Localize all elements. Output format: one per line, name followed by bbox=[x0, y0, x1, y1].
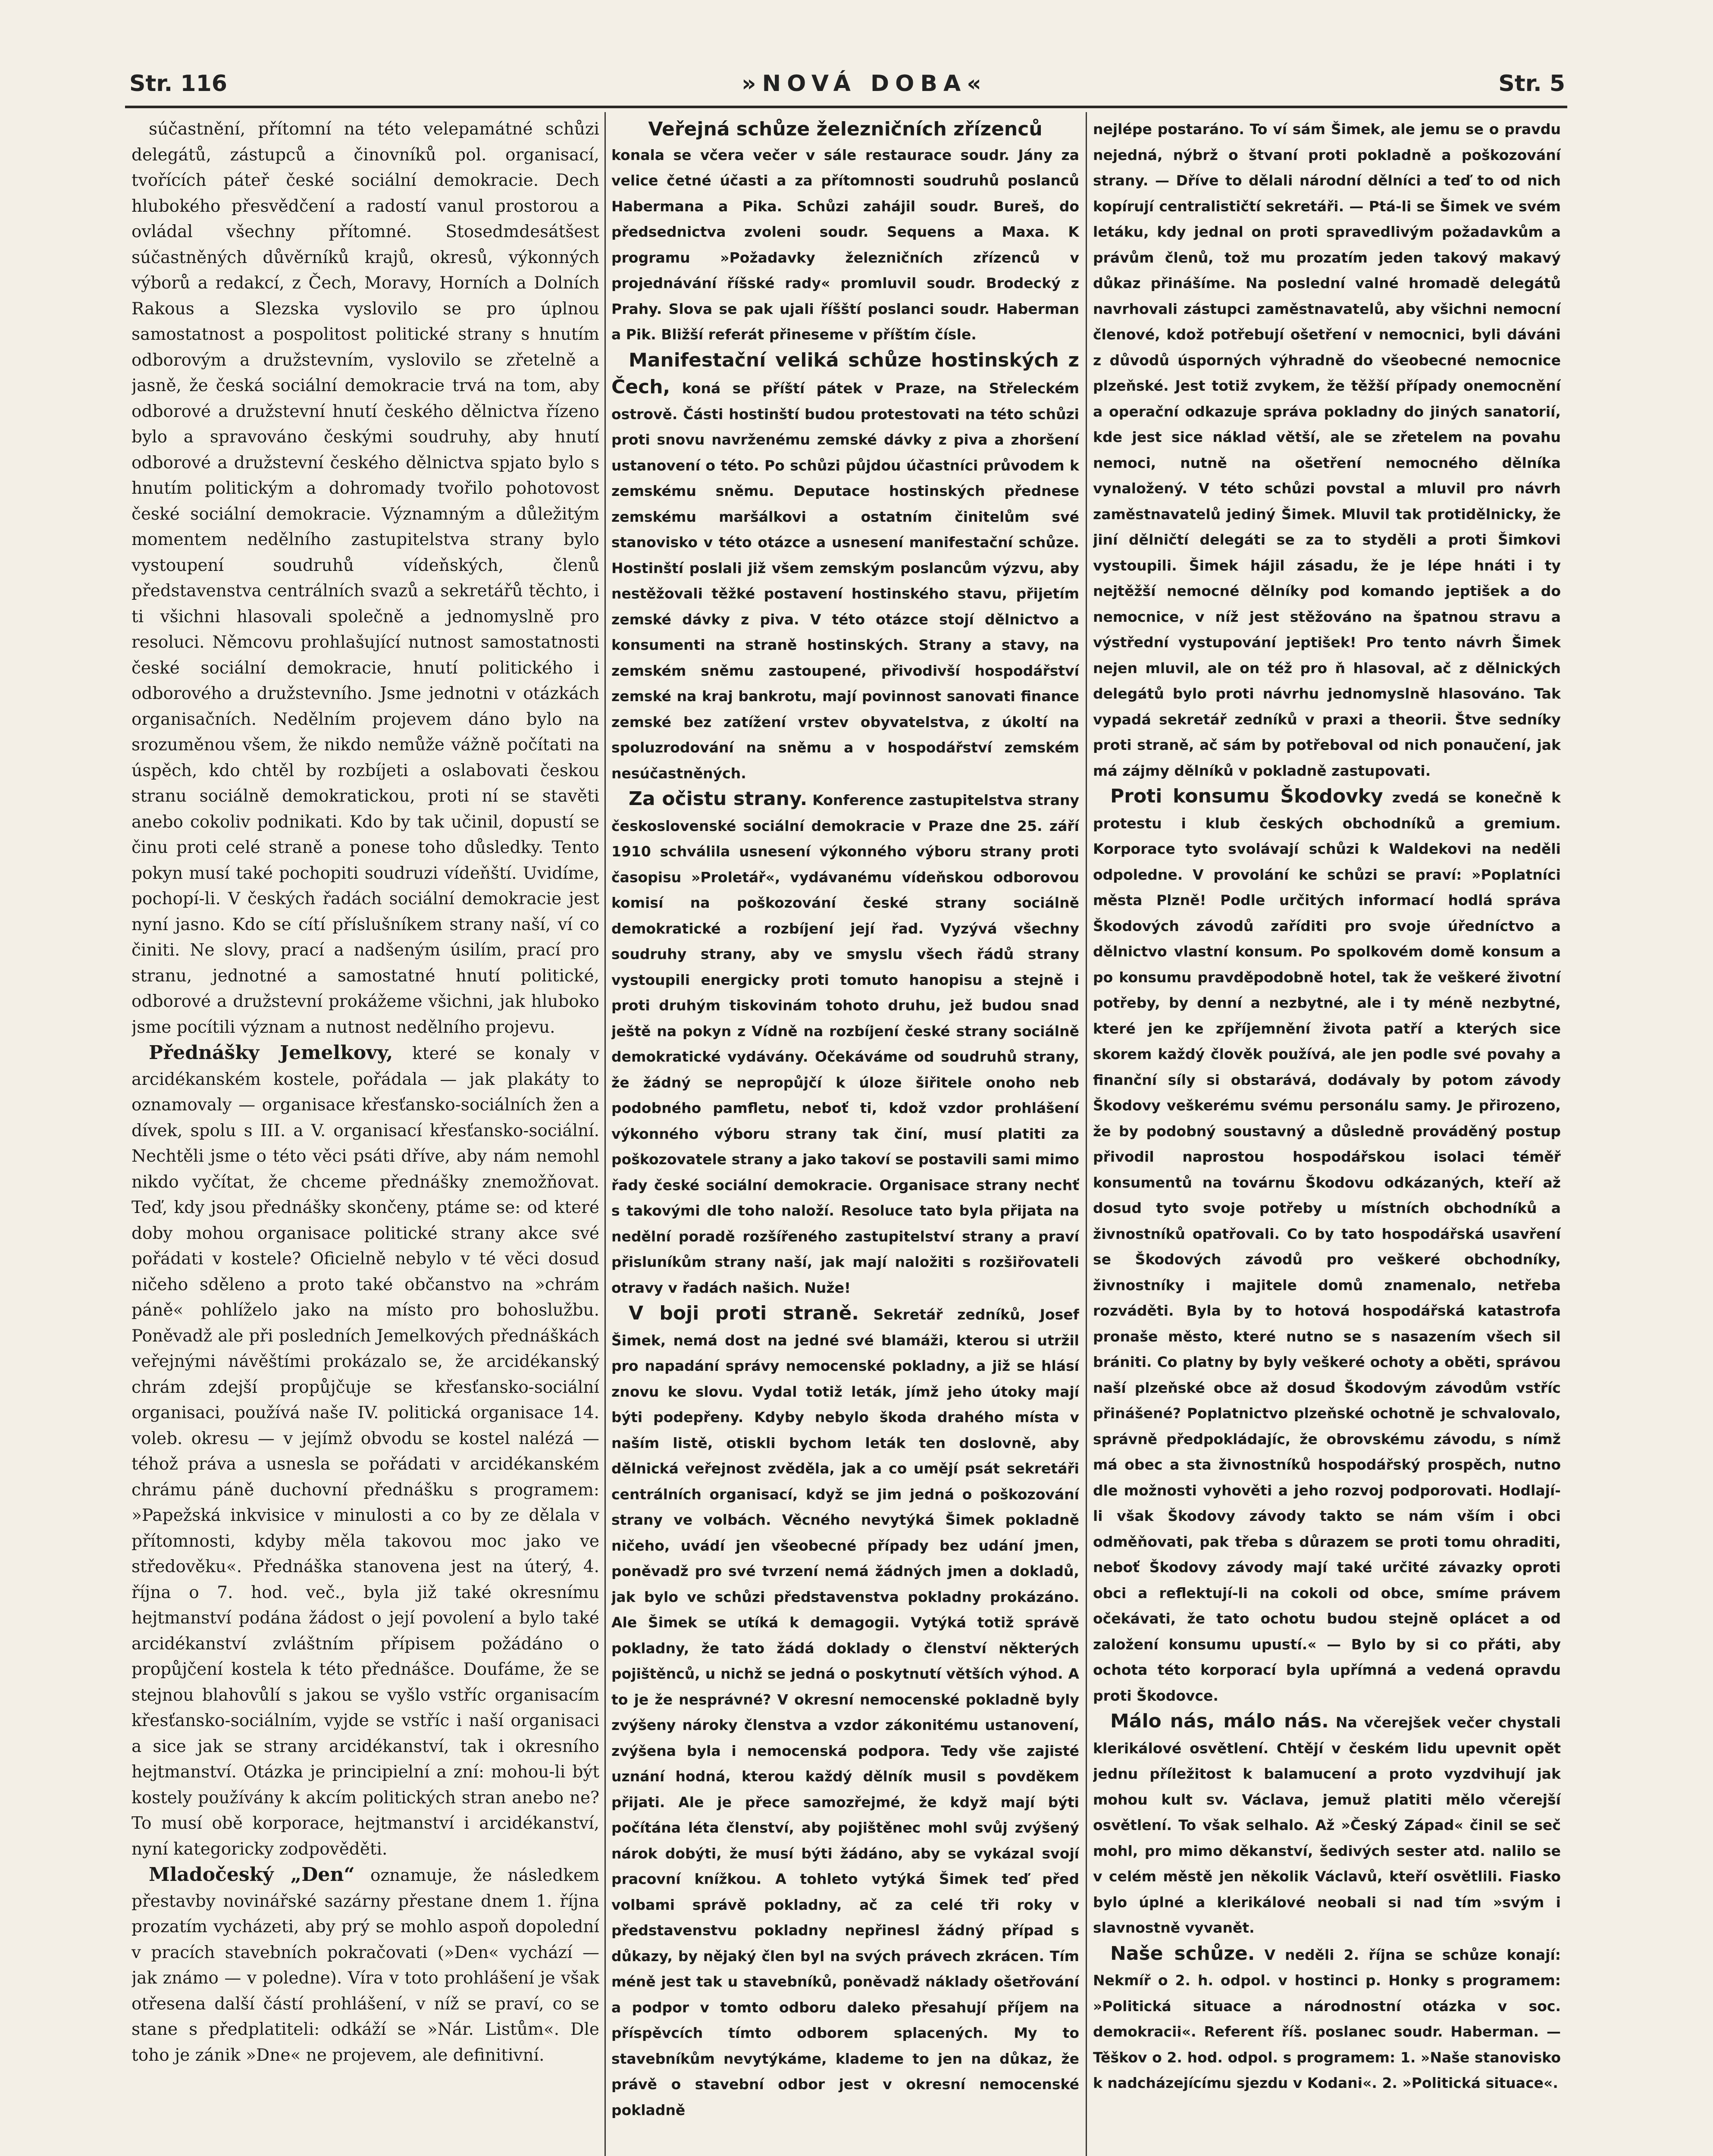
article-text: koná se příští pátek v Praze, na Střeleckém ostrově. Části hostinští budou protestovati na této schůzi proti snovu navrženému zemské dávky z piva a zhoršení ustanovení o této. Po schůzi půjdou účastníci průvodem k zemskému sněmu. Deputace hostinských přednese zemskému maršálkovi a ostatním činitelům své stanovisko v této otázce a usnesení manifestační schůze. Hostinští poslali již všem zemským poslancům výzvu, aby nestěžovali těžké postavení hostinského stavu, přijetím zemské dávky z piva. V této otázce stojí dělnictvo a konsumenti na straně hostinských. Strany a stavy, na zemském sněmu zastoupené, přivodivší hospodářství zemské na kraj bankrotu, mají povinnost sanovati finance zemské bez zatížení vrstev obyvatelstva, z úkoltí na spoluzrodování na sněmu a v hospodářství zemském nesúčastněných. bbox=[611, 380, 1079, 782]
article-paragraph bbox=[1093, 1708, 1561, 1941]
article-text: Konference zastupitelstva strany československé sociální demokracie v Praze dne 25. září 1910 schválila usnesení výkonného výboru strany proti časopisu »Proletář«, vydávanému vídeňskou odborovou komisí na poškozování české strany sociálně demokratické a rozbíjení její řad. Vyzývá všechny soudruhy strany, aby ve smyslu všech řádů strany vystoupili energicky proti tomuto hanopisu a stejně i proti druhým tiskovinám tohoto druhu, jež budou snad ještě na pokyn z Vídně na rozbíjení české strany sociálně demokratické vydávány. Očekáváme od soudruhů strany, že žádný se nepropůjčí k úloze šiřitele onoho neb podobného pamfletu, neboť ti, kdož vzdor prohlášení výkonného výboru strany tak činí, musí platiti za poškozovatele strany a jako takoví se postavili sami mimo řady české sociální demokracie. Organisace strany nechť s takovými dle toho naloží. Resoluce tato byla přijata na nedělní poradě rozšířeného zastupitelství strany a praví přisluníkům strany naší, jak mají naložiti s rozšiřovateli otravy v řadách našich. Nuže! bbox=[611, 792, 1079, 1296]
article-heading: Za očistu strany. bbox=[629, 788, 808, 810]
column-1 bbox=[132, 116, 599, 2156]
article-heading: Manifestační veliká schůze hostinských z Čech, bbox=[611, 349, 1079, 398]
article-heading: Mladočeský „Den“ bbox=[149, 1864, 355, 1886]
article-paragraph bbox=[1093, 783, 1561, 1708]
article-title: Veřejná schůze železničních zřízenců bbox=[648, 118, 1043, 140]
article-paragraph bbox=[611, 786, 1079, 1300]
article-heading: Proti konsumu Škodovky bbox=[1110, 785, 1383, 807]
page-header bbox=[129, 65, 1565, 103]
article-heading: Naše schůze. bbox=[1110, 1942, 1255, 1965]
column-2 bbox=[611, 116, 1079, 2156]
article-text: V neděli 2. října se schůze konají: Nekmíř o 2. h. odpol. v hostinci p. Honky s programem: »Politická situace a národnostní otázka v soc. demokracii«. Referent říš. poslanec soudr. Haberman. — Těškov o 2. hod. odpol. s programem: 1. »Naše stanovisko k nadcházejícímu sjezdu v Kodani«. 2. »Politická situace«. bbox=[1093, 1946, 1561, 2091]
article-heading: Málo nás, málo nás. bbox=[1110, 1710, 1329, 1732]
header-rule bbox=[125, 106, 1567, 108]
article-paragraph bbox=[611, 1300, 1079, 2123]
article-text: nejlépe postaráno. To ví sám Šimek, ale jemu se o pravdu nejedná, nýbrž o štvaní proti pokladně a poškozování strany. — Dříve to dělali národní dělníci a teď to od nich kopírují centralističtí sekretáři. — Ptá-li se Šimek ve svém letáku, kdy jednal on proti spravedlivým požadavkům a právům členů, tož mu prozatím jeden takový makavý důkaz přinášíme. Na poslední valné hromadě delegátů navrhovali zástupci zaměstnavatelů, aby všichni nemocní členové, kdož potřebují ošetření v nemocnici, byli dáváni z důvodů úsporných výhradně do všeobecné nemocnice plzeňské. Jest totiž zvykem, že těžší případy onemocnění a operační odkazuje správa pokladny do jiných sanatorií, kde jest sice náklad větší, ale se zřetelem na povahu nemoci, nutně na ošetření nemocného dělníka vynaložený. V této schůzi povstal a mluvil pro návrh zaměstnavatelů jediný Šimek. Mluvil tak protidělnicky, že jiní dělničtí delegáti se za to styděli a proti Šimkovi vystoupili. Šimek hájil zásadu, že je lépe hnáti i ty nejtěžší nemocné dělníky pod komando jeptišek a do nemocnice, v níž jest stěžováno na špatnou stravu a výstřední vystupování jeptišek! Pro tento návrh Šimek nejen mluvil, ale on též pro ň hlasoval, ač z dělnických delegátů bylo proti návrhu jednomyslně hlasováno. Tak vypadá sekretář zedníků v praxi a theorii. Štve sedníky proti straně, ač sám by potřeboval od nich ponaučení, jak má zájmy dělníků v pokladně zastupovati. bbox=[1093, 121, 1561, 779]
column-3 bbox=[1093, 116, 1561, 2156]
article-paragraph bbox=[1093, 1941, 1561, 2096]
article-paragraph bbox=[132, 1040, 599, 1862]
article-text: konala se včera večer v sále restaurace soudr. Jány za velice četné účasti a za přítomnosti soudruhů poslanců Habermana a Pika. Schůzi zahájil soudr. Bureš, do předsednictva zvoleni soudr. Sequens a Maxa. K programu »Požadavky železničních zřízenců v projednávání říšské rady« promluvil soudr. Brodecký z Prahy. Slova se pak ujali říšští poslanci soudr. Haberman a Pik. Bližší referát přineseme v příštím čísle. bbox=[611, 146, 1079, 343]
article-text: Sekretář zedníků, Josef Šimek, nemá dost na jedné své blamáži, kterou si utržil pro napadání správy nemocenské pokladny, a již se hlásí znovu ke slovu. Vydal totiž leták, jímž jeho útoky mají býti podepřeny. Kdyby nebylo škoda drahého místa v naším listě, otiskli bychom leták ten doslovně, aby dělnická veřejnost zvěděla, jak a co umějí psát sekretáři centrálních organisací, když se jim jedná o poškozování strany ve volbách. Věcného nevytýká Šimek pokladně ničeho, uvádí jen všeobecné případy bez udání jmen, poněvadž pro své tvrzení nemá žádných jmen a dokladů, jak bylo ve schůzi představenstva pokladny prokázáno. Ale Šimek se utíká k demagogii. Vytýká totiž správě pokladny, že tato žádá doklady o členství některých pojištěnců, u nichž se jedná o poskytnutí větších výhod. A to je že nesprávné? V okresní nemocenské pokladně byly zvýšeny nároky členstva a vzdor zákonitému ustanovení, zvýšena byla i nemocenská podpora. Tedy vše zajisté uznání hodná, kterou každý dělník musil s povděkem přijati. Ale je přece samozřejmé, že když mají býti počítána léta členství, aby pojištěnec mohl svůj zvýšený nárok dobýti, že musí býti žádáno, aby se vykázal svojí pracovní knížkou. A tohleto vytýká Šimek teď před volbami správě pokladny, ač za celé tři roky v představenstvu pokladny nepřinesl žádný případ s důkazy, by nějaký člen byl na svých právech zkrácen. Tím méně jest tak u stavebníků, poněvadž náklady ošetřování a podpor v tomto odboru daleko přesahují příjem na příspěvcích tímto odborem splacených. My to stavebníkům nevytýkáme, klademe to jen na důkaz, že právě o stavební odbor jest v okresní nemocenské pokladně bbox=[611, 1306, 1079, 2118]
article-heading: V boji proti straně. bbox=[629, 1302, 859, 1324]
column-divider bbox=[604, 112, 606, 2156]
article-text: Na včerejšek večer chystali klerikálové osvětlení. Chtějí v českém lidu upevnit opět jednu příležitost k balamucení a proto vyzdvihují jak mohou kult sv. Václava, jemuž platiti mělo včerejší osvětlení. To však selhalo. Až »Český Západ« činil se seč mohl, pro mimo děkanství, šedivých sester atd. nalilo se v celém městě jen několik Václavů, kteří osvětlili. Fiasko bylo úplné a klerikálové neobali si nad tím »svým i slavnostně vyvanět. bbox=[1093, 1714, 1561, 1936]
article-text: oznamuje, že následkem přestavby novinářské sazárny přestane dnem 1. října prozatím vycházeti, aby prý se mohlo aspoň dopolední v pracích stavebních pokračovati (»Den« vychází — jak známo — v poledne). Víra v toto prohlášení je však otřesena další částí prohlášení, v níž se praví, co se stane s předplatiteli: odkáží se »Nár. Listům«. Dle toho je zánik »Dne« ne projevem, ale definitivní. bbox=[132, 1866, 599, 2065]
article-paragraph bbox=[132, 1862, 599, 2068]
column-divider bbox=[1086, 112, 1087, 2156]
page-number: Str. 116 bbox=[129, 71, 227, 97]
article-text: které se konaly v arcidékanském kostele, pořádala — jak plakáty to oznamovaly — organisace křesťansko-sociálních žen a dívek, spolu s III. a V. organisací křesťansko-sociální. Nechtěli jsme o této věci psáti dříve, aby nám nemohl nikdo vyčítat, že chceme přednášky znemožňovat. Teď, kdy jsou přednášky skončeny, ptáme se: od které doby mohou organisace politické strany akce své pořádati v kostele? Oficielně nebylo v té věci dosud ničeho sděleno a proto také občanstvo na »chrám páně« pohlíželo jako na místo pro bohoslužbu. Poněvadž ale při posledních Jemelkových přednáškách veřejnými návěštími prokázalo se, že arcidékanský chrám zdejší propůjčuje se křesťansko-sociální organisaci, používá naše IV. politická organisace 14. voleb. okresu — v jejímž obvodu se kostel nalézá — téhož práva a usnesla se pořádati v arcidékanském chrámu páně duchovní přednášku s programem: »Papežská inkvisice v minulosti a co by ze dělala v přítomnosti, kdyby měla takovou moc jako ve středověku«. Přednáška stanovena jest na úterý, 4. října o 7. hod. več., byla již také okresnímu hejtmanství podána žádost o její povolení a bylo také arcidékanství zvláštním přípisem požádáno o propůjčení kostela k této přednášce. Doufáme, že se stejnou blahovůlí s jakou se vyšlo vstříc organisacím křesťansko-sociálním, vyjde se vstříc i naší organisaci a sice jak se strany arcidékanství, tak i okresního hejtmanství. Otázka je principielní a zní: mohou-li být kostely používány k akcím politických stran anebo ne? To musí obě korporace, hejtmanství i arcidékanství, nyní kategoricky zodpověděti. bbox=[132, 1044, 599, 1859]
article-paragraph bbox=[611, 348, 1079, 787]
article-text: súčastnění, přítomní na této velepamátné schůzi delegátů, zástupců a činovníků pol. organisací, tvořících páteř české sociální demokracie. Dech hlubokého přesvědčení a radostí vanul prostorou a ovládal všechny přítomné. Stosedmdesátšest súčastněných důvěrníků krajů, okresů, výkonných výborů a redakcí, z Čech, Moravy, Horních a Dolních Rakous a Slezska vyslovilo se pro úplnou samostatnost a pospolitost politické strany s hnutím odborovým a družstevním, vyslovilo se zřetelně a jasně, že česká sociální demokracie trvá na tom, aby odborové a družstevní hnutí českého dělnictva řízeno bylo a spravováno českými soudruhy, aby hnutí odborové a družstevní českého dělnictva spjato bylo s hnutím politickým a dohromady tvořilo pohotovost české sociální demokracie. Významným a důležitým momentem nedělního zastupitelstva strany bylo vystoupení soudruhů vídeňských, členů představenstva centrálních svazů a sekretářů těchto, i ti všichni hlasovali společně a jednomyslně pro resoluci. Němcovu prohlašující nutnost samostatnosti české sociální demokracie, hnutí politického i odborového a družstevního. Jsme jednotni v otázkách organisačních. Nedělním projevem dáno bylo na srozuměnou všem, že nikdo nemůže vážně počítati na úspěch, kdo chtěl by rozbíjeti a oslabovati českou stranu sociálně demokratickou, proti ní se stavěti anebo cokoliv podnikati. Kdo by tak učinil, dopustí se činu proti celé straně a ponese toho důsledky. Tento pokyn musí také pochopiti soudruzi vídeňští. Uvidíme, pochopí-li. V českých řadách sociální demokracie jest nyní jasno. Kdo se cítí příslušníkem strany naší, ví co činiti. Ne slovy, prací a nadšeným úsilím, prací pro stranu, jednotné a samostatné hnutí politické, odborové a družstevní prokážeme všichni, jak hluboko jsme pocítili význam a nutnost nedělního projevu. bbox=[132, 119, 599, 1037]
issue-number: Str. 5 bbox=[1498, 71, 1565, 97]
article-heading: Přednášky Jemelkovy, bbox=[149, 1042, 393, 1064]
article-text: zvedá se konečně k protestu i klub českých obchodníků a gremium. Korporace tyto svolávají schůzi k Waldekovi na neděli odpoledne. V provolání ke schůzi se praví: »Poplatníci města Plzně! Podle určitých informací hodlá správa Škodových závodů zaříditi pro svoje úředníctvo a dělnictvo vlastní konsum. Po spolkovém domě konsum a po konsumu pravděpodobně hotel, tak že veškeré životní potřeby, by denní a nezbytné, ale i ty méně nezbytné, které jen ke zpříjemnění života patří a kterých sice skorem každý člověk používá, ale jen podle své povahy a finanční síly si obstarává, dodávaly by potom závody Škodovy veškerému svému personálu samy. Je přirozeno, že by podobný soustavný a důsledně prováděný postup přivodil naprostou hospodářskou isolaci téměř konsumentů na továrnu Škodovu odkázaných, kteří až dosud tyto svoje potřeby u místních obchodníků a živnostníků opatřovali. Co by tato hospodářská usavření se Škodových závodů pro veškeré obchodníky, živnostníky i majitele domů znamenalo, netřeba rozváděti. Byla by to hotová hospodářská katastrofa pronaše město, které nutno se s nasazením všech sil brániti. Co platny by byly veškeré ochoty a oběti, správou naší plzeňské obce až dosud Škodovým závodům vstříc přinášené? Poplatnictvo plzeňské ochotně je schvalovalo, správně předpokládajíc, že obrovskému závodu, s nímž má obec a sta živnostníků hospodářský prospěch, nutno dle možnosti vyhověti a jeho rozvoj podporovati. Hodlají-li však Škodovy závody takto se nám vším i obci odměňovati, pak třeba s důrazem se proti tomu ohraditi, neboť Škodovy závody mají také určité závazky oproti obci a reflektují-li na cokoli od obce, smíme právem očekávati, že tato ochotu budou stejně oplácet a od založení konsumu upustí.« — Bylo by si co přáti, aby ochota této korporací byla upřímná a vedená opravdu proti Škodovce. bbox=[1093, 789, 1561, 1704]
masthead-title: »NOVÁ DOBA« bbox=[742, 71, 987, 97]
